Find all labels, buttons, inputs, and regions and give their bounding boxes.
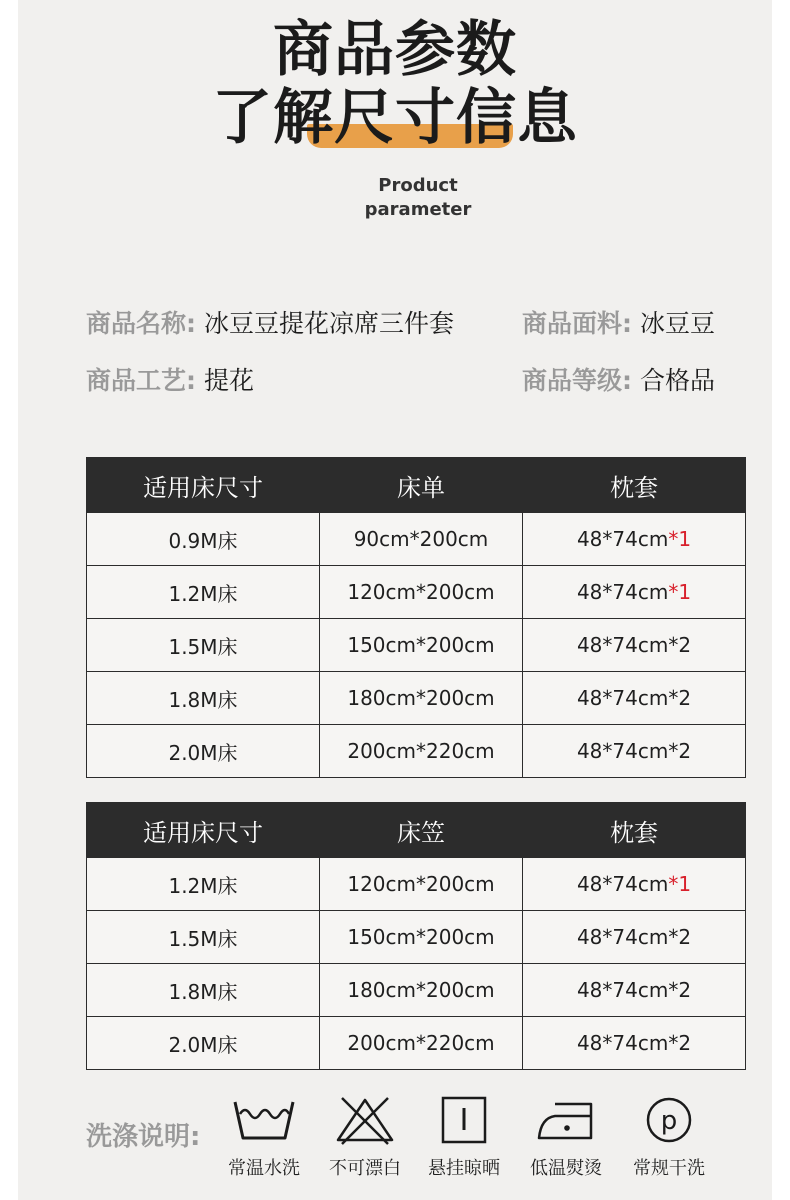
wash-item-label: 悬挂晾晒 xyxy=(428,1158,500,1179)
wash-item-line-dry xyxy=(419,1094,509,1180)
size-table-fitted xyxy=(86,802,746,1070)
pillow-qty: *2 xyxy=(668,925,692,949)
info-value: 合格品 xyxy=(639,366,715,395)
info-product-name xyxy=(86,308,454,340)
cell-pillow xyxy=(523,725,746,778)
info-value: 冰豆豆 xyxy=(639,309,715,338)
pillow-size: 48*74cm xyxy=(576,527,669,551)
table-row xyxy=(87,672,746,725)
cell-bed-size: 1.8M床 xyxy=(87,964,320,1017)
info-label: 商品等级: xyxy=(522,366,632,395)
cell-sheet-size: 90cm*200cm xyxy=(320,513,523,566)
table-row xyxy=(87,725,746,778)
header-pillowcase: 枕套 xyxy=(523,803,746,858)
header-sheet: 床单 xyxy=(320,458,523,513)
table-header-row xyxy=(87,458,746,513)
size-table-sheet xyxy=(86,457,746,778)
cell-pillow xyxy=(523,964,746,1017)
table-row xyxy=(87,911,746,964)
cell-bed-size: 1.5M床 xyxy=(87,619,320,672)
dry-clean-icon xyxy=(636,1094,702,1146)
cell-sheet-size: 200cm*220cm xyxy=(320,1017,523,1070)
wash-basin-icon xyxy=(231,1094,297,1146)
info-grade xyxy=(522,365,715,397)
cell-sheet-size: 150cm*200cm xyxy=(320,911,523,964)
iron-low-icon xyxy=(533,1094,599,1146)
table-row xyxy=(87,619,746,672)
pillow-size: 48*74cm xyxy=(576,739,669,763)
pillow-qty: *2 xyxy=(668,978,692,1002)
table-row xyxy=(87,513,746,566)
wash-item-label: 常温水洗 xyxy=(228,1158,300,1179)
pillow-size: 48*74cm xyxy=(576,686,669,710)
info-fabric xyxy=(522,308,715,340)
pillow-size: 48*74cm xyxy=(576,978,669,1002)
cell-bed-size: 2.0M床 xyxy=(87,1017,320,1070)
pillow-size: 48*74cm xyxy=(576,925,669,949)
pillow-qty: *1 xyxy=(668,872,692,896)
pillow-qty: *2 xyxy=(668,739,692,763)
wash-item-iron-low xyxy=(521,1094,611,1180)
dry-clean-letter: p xyxy=(660,1106,678,1136)
info-value: 冰豆豆提花凉席三件套 xyxy=(203,309,454,338)
pillow-qty: *1 xyxy=(668,527,692,551)
pillow-size: 48*74cm xyxy=(576,1031,669,1055)
subtitle-en-line2: parameter xyxy=(364,199,472,220)
table-row xyxy=(87,1017,746,1070)
pillow-qty: *2 xyxy=(668,633,692,657)
cell-bed-size: 1.5M床 xyxy=(87,911,320,964)
pillow-size: 48*74cm xyxy=(576,580,669,604)
no-bleach-icon xyxy=(332,1094,398,1146)
pillow-qty: *2 xyxy=(668,1031,692,1055)
cell-pillow xyxy=(523,672,746,725)
cell-sheet-size: 180cm*200cm xyxy=(320,672,523,725)
cell-pillow xyxy=(523,513,746,566)
cell-sheet-size: 120cm*200cm xyxy=(320,566,523,619)
table-row xyxy=(87,858,746,911)
cell-pillow xyxy=(523,566,746,619)
cell-sheet-size: 180cm*200cm xyxy=(320,964,523,1017)
header-fitted-sheet: 床笠 xyxy=(320,803,523,858)
info-label: 商品名称: xyxy=(86,309,196,338)
subtitle-en-line1: Product xyxy=(378,175,458,196)
header-bed-size: 适用床尺寸 xyxy=(87,458,320,513)
cell-pillow xyxy=(523,858,746,911)
pillow-size: 48*74cm xyxy=(576,633,669,657)
header-pillowcase: 枕套 xyxy=(523,458,746,513)
cell-sheet-size: 200cm*220cm xyxy=(320,725,523,778)
cell-bed-size: 2.0M床 xyxy=(87,725,320,778)
cell-bed-size: 1.8M床 xyxy=(87,672,320,725)
info-label: 商品面料: xyxy=(522,309,632,338)
table-row xyxy=(87,964,746,1017)
wash-item-dry-clean xyxy=(624,1094,714,1180)
wash-item-label: 不可漂白 xyxy=(329,1158,401,1179)
cell-pillow xyxy=(523,619,746,672)
cell-pillow xyxy=(523,911,746,964)
cell-bed-size: 1.2M床 xyxy=(87,858,320,911)
line-dry-icon xyxy=(431,1094,497,1146)
cell-sheet-size: 150cm*200cm xyxy=(320,619,523,672)
wash-item-no-bleach xyxy=(320,1094,410,1180)
cell-pillow xyxy=(523,1017,746,1070)
cell-bed-size: 1.2M床 xyxy=(87,566,320,619)
info-label: 商品工艺: xyxy=(86,366,196,395)
header-bed-size: 适用床尺寸 xyxy=(87,803,320,858)
pillow-size: 48*74cm xyxy=(576,872,669,896)
wash-item-label: 常规干洗 xyxy=(633,1158,705,1179)
info-craft xyxy=(86,365,254,397)
page-subtitle-cn: 了解尺寸信息 xyxy=(212,83,578,153)
info-value: 提花 xyxy=(203,366,254,395)
cell-bed-size: 0.9M床 xyxy=(87,513,320,566)
wash-item-normal xyxy=(219,1094,309,1180)
cell-sheet-size: 120cm*200cm xyxy=(320,858,523,911)
page-title: 商品参数 xyxy=(273,15,517,85)
washing-label: 洗涤说明: xyxy=(86,1122,201,1152)
wash-item-label: 低温熨烫 xyxy=(530,1158,602,1179)
pillow-qty: *1 xyxy=(668,580,692,604)
table-row xyxy=(87,566,746,619)
table-header-row xyxy=(87,803,746,858)
pillow-qty: *2 xyxy=(668,686,692,710)
